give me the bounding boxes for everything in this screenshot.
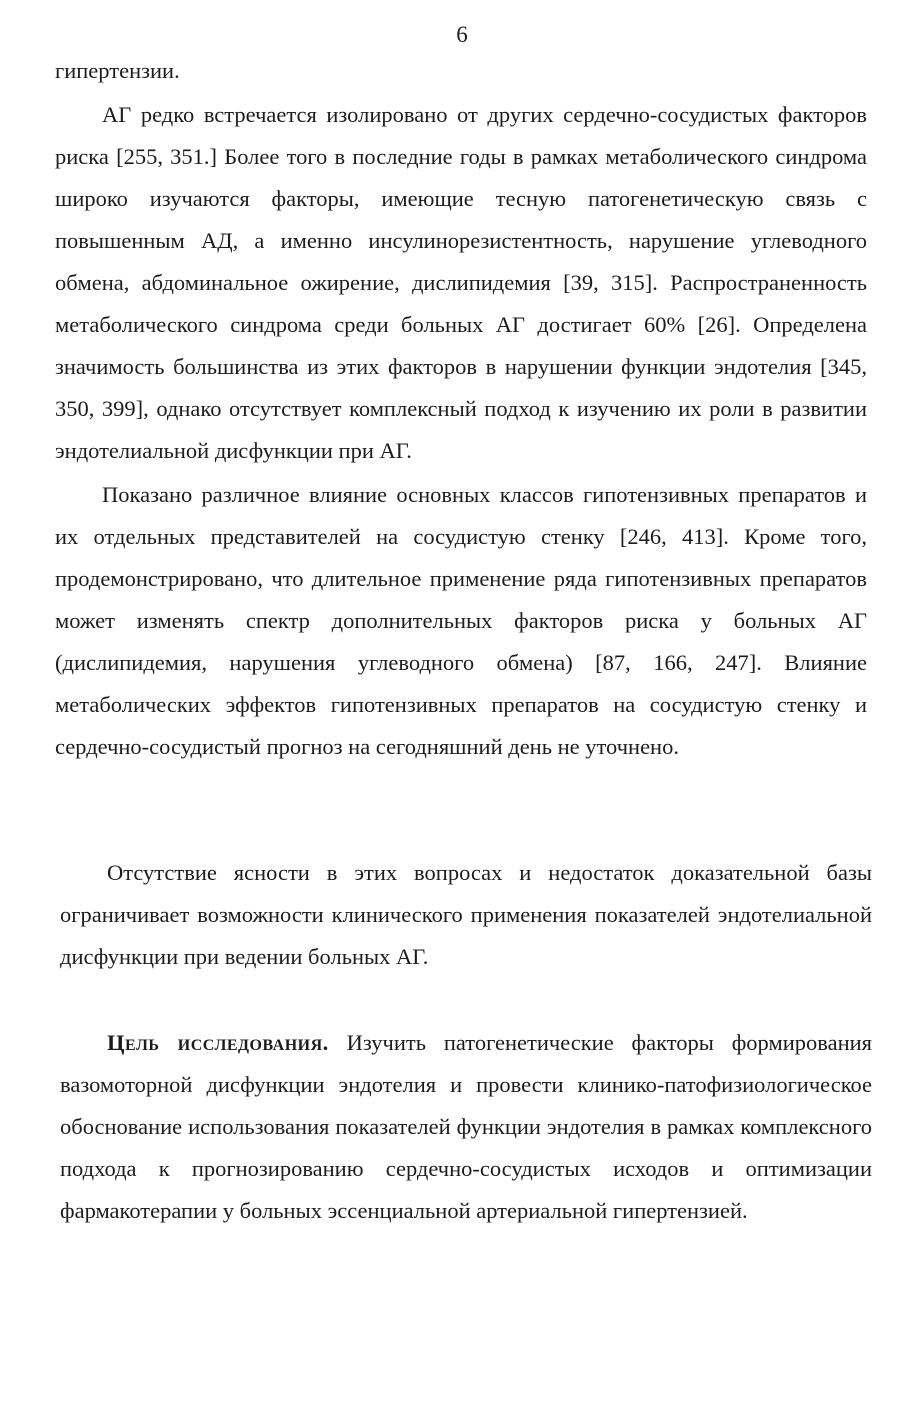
paragraph-continuation: гипертензии. [55, 58, 180, 83]
goal-text: Изучить патогенетические факторы формирования вазомоторной дисфункции эндотелия и провести клинико-патофизиологическое обоснование использования показателей функции эндотелия в рамках комплексного подхода к прогнозированию сердечно-сосудистых исходов и оптимизации фармакотерапии у больных эссенциальной артериальной гипертензией. [60, 1030, 872, 1223]
page-number: 6 [456, 22, 468, 47]
paragraph-risk-factors: АГ редко встречается изолировано от других сердечно-сосудистых факторов риска [255, 351.] Более того в последние годы в рамках метаболического синдрома широко изучаются факторы, имеющие тесную патогенетическую связь с повышенным АД, а именно инсулинорезистентность, нарушение углеводного обмена, абдоминальное ожирение, дислипидемия [39, 315]. Распространенность метаболического синдрома среди больных АГ достигает 60% [26]. Определена значимость большинства из этих факторов в нарушении функции эндотелия [345, 350, 399], однако отсутствует комплексный подход к изучению их роли в развитии эндотелиальной дисфункции при АГ. [55, 102, 867, 463]
paragraph-lack-of-clarity: Отсутствие ясности в этих вопросах и недостаток доказательной базы ограничивает возможности клинического применения показателей эндотелиальной дисфункции при ведении больных АГ. [60, 860, 872, 969]
paragraph-research-goal [60, 1022, 872, 1232]
body-text-upper [55, 50, 867, 768]
goal-heading: Цель исследования. [107, 1030, 329, 1055]
paragraph-hypotensive-drugs: Показано различное влияние основных классов гипотензивных препаратов и их отдельных представителей на сосудистую стенку [246, 413]. Кроме того, продемонстрировано, что длительное применение ряда гипотензивных препаратов может изменять спектр дополнительных факторов риска у больных АГ (дислипидемия, нарушения углеводного обмена) [87, 166, 247]. Влияние метаболических эффектов гипотензивных препаратов на сосудистую стенку и сердечно-сосудистый прогноз на сегодняшний день не уточнено. [55, 482, 867, 759]
body-text-lower [60, 852, 872, 1232]
